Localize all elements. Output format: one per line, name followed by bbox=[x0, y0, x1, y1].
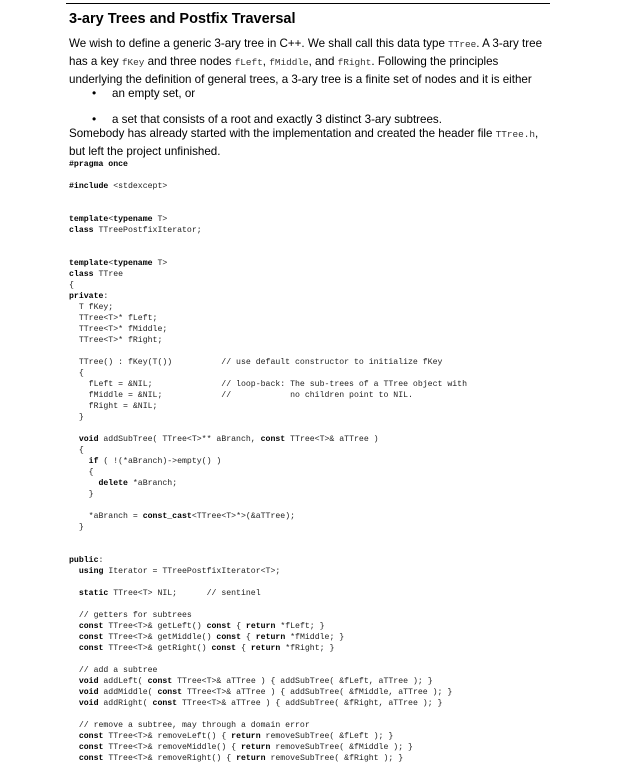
intro-code-4: fMiddle bbox=[269, 57, 309, 68]
code-line: static TTree<T> NIL; // sentinel bbox=[78, 589, 261, 598]
code-line: const TTree<T>& getLeft() const { return *fLeft; } bbox=[78, 622, 325, 631]
code-line: fLeft = &NIL; // loop-back: The sub-trees of a TTree object with bbox=[69, 380, 467, 389]
code-line: #pragma once bbox=[69, 160, 128, 169]
section-title: 3-ary Trees and Postfix Traversal bbox=[69, 11, 296, 27]
code-line: template<typename T> bbox=[69, 259, 168, 268]
code-line: void addLeft( const TTree<T>& aTTree ) { addSubTree( &fLeft, aTTree ); } bbox=[78, 677, 433, 686]
code-line: void addMiddle( const TTree<T>& aTTree ) { addSubTree( &fMiddle, aTTree ); } bbox=[78, 688, 453, 697]
code-line: { bbox=[69, 281, 74, 290]
code-line: const TTree<T>& getMiddle() const { return *fMiddle; } bbox=[78, 633, 345, 642]
code-line: TTree<T>* fMiddle; bbox=[69, 325, 168, 334]
code-line bbox=[69, 247, 559, 258]
top-rule bbox=[66, 3, 550, 4]
intro-paragraph bbox=[69, 35, 555, 88]
intro-text-5: , and bbox=[308, 55, 338, 68]
code-line bbox=[69, 236, 559, 247]
code-line: #include <stdexcept> bbox=[69, 182, 168, 191]
followup-text-2: , but left the project unfinished. bbox=[69, 127, 539, 158]
followup-paragraph bbox=[69, 125, 555, 160]
code-line: T fKey; bbox=[69, 303, 114, 312]
followup-code-1: TTree.h bbox=[495, 129, 536, 140]
code-line bbox=[69, 346, 559, 357]
code-line: } bbox=[69, 490, 94, 499]
code-line bbox=[69, 544, 559, 555]
code-line bbox=[69, 577, 559, 588]
code-line: { bbox=[69, 468, 94, 477]
code-line: // add a subtree bbox=[69, 666, 158, 675]
intro-code-3: fLeft bbox=[234, 57, 263, 68]
code-line: using Iterator = TTreePostfixIterator<T>; bbox=[78, 567, 281, 576]
code-line: fMiddle = &NIL; // no children point to NIL. bbox=[69, 391, 413, 400]
code-line: const TTree<T>& removeLeft() { return removeSubTree( &fLeft ); } bbox=[78, 732, 394, 741]
list-item: • a set that consists of a root and exactly 3 distinct 3-ary subtrees. bbox=[92, 111, 552, 137]
code-line bbox=[69, 203, 559, 214]
code-line: private: bbox=[69, 292, 109, 301]
code-line bbox=[69, 709, 559, 720]
code-line bbox=[69, 654, 559, 665]
code-line bbox=[69, 192, 559, 203]
code-line: TTree<T>* fLeft; bbox=[69, 314, 158, 323]
code-line: public: bbox=[69, 556, 104, 565]
code-line: TTree<T>* fRight; bbox=[69, 336, 163, 345]
followup-text-1: Somebody has already started with the implementation and created the header file bbox=[69, 127, 496, 140]
intro-text-3: and three nodes bbox=[144, 55, 235, 68]
code-line: class TTreePostfixIterator; bbox=[69, 226, 202, 235]
code-line: void addRight( const TTree<T>& aTTree ) { addSubTree( &fRight, aTTree ); } bbox=[78, 699, 443, 708]
intro-code-2: fKey bbox=[121, 57, 145, 68]
code-listing bbox=[69, 159, 559, 764]
intro-text-2: . A 3-ary tree has a key bbox=[69, 37, 543, 68]
code-line: void addSubTree( TTree<T>** aBranch, const TTree<T>& aTTree ) bbox=[78, 435, 379, 444]
code-line bbox=[69, 423, 559, 434]
code-line: { bbox=[69, 369, 84, 378]
code-line: *aBranch = const_cast<TTree<T>*>(&aTTree); bbox=[69, 512, 296, 521]
code-line: } bbox=[69, 523, 84, 532]
code-line bbox=[69, 533, 559, 544]
code-line: class TTree bbox=[69, 270, 124, 279]
intro-code-5: fRight bbox=[337, 57, 372, 68]
code-line: TTree() : fKey(T()) // use default constructor to initialize fKey bbox=[69, 358, 443, 367]
list-item: • an empty set, or bbox=[92, 85, 552, 111]
code-line: delete *aBranch; bbox=[98, 479, 178, 488]
code-line: // remove a subtree, may through a domain error bbox=[69, 721, 310, 730]
code-line bbox=[69, 500, 559, 511]
code-line: // getters for subtrees bbox=[69, 611, 192, 620]
code-line: fRight = &NIL; bbox=[69, 402, 158, 411]
code-line: template<typename T> bbox=[69, 215, 168, 224]
code-line bbox=[69, 599, 559, 610]
code-line: const TTree<T>& removeMiddle() { return removeSubTree( &fMiddle ); } bbox=[78, 743, 413, 752]
code-line: if ( !(*aBranch)->empty() ) bbox=[88, 457, 222, 466]
code-line: } bbox=[69, 413, 84, 422]
intro-text-4: , bbox=[262, 55, 270, 68]
intro-text-1: We wish to define a generic 3-ary tree in C++. We shall call this data type bbox=[69, 37, 449, 50]
code-line bbox=[69, 170, 559, 181]
intro-code-1: TTree bbox=[448, 39, 477, 50]
code-line: const TTree<T>& removeRight() { return removeSubTree( &fRight ); } bbox=[78, 754, 404, 763]
code-line: { bbox=[69, 446, 84, 455]
code-line: const TTree<T>& getRight() const { return *fRight; } bbox=[78, 644, 335, 653]
intro-text-6: . Following the principles underlying the definition of general trees, a 3-ary tree is a finite set of nodes and it is either bbox=[69, 55, 532, 86]
